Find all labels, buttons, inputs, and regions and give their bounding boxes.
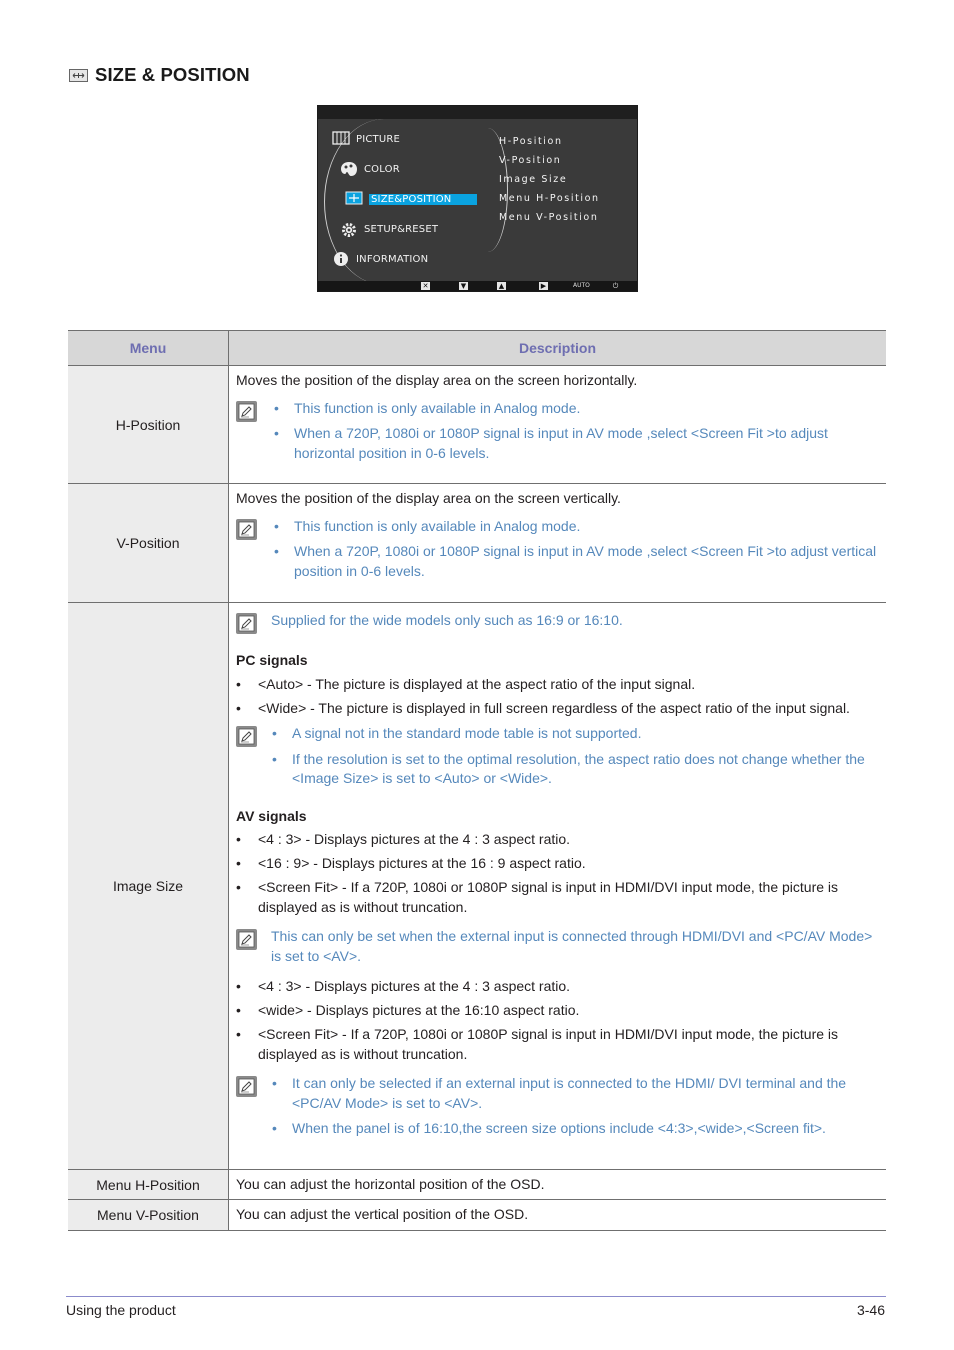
footer-section-name: Using the product [66, 1302, 176, 1318]
osd-up-arrow-icon: ▲ [498, 282, 505, 290]
table-header-row [68, 331, 886, 366]
list-item: • <16 : 9> - Displays pictures at the 16 : 9 aspect ratio. [236, 854, 878, 874]
note-block [236, 611, 878, 634]
table-row [68, 484, 886, 603]
description-cell [229, 1170, 887, 1200]
note-item: • This function is only available in Analog mode. [271, 517, 878, 537]
list-item: • <Screen Fit> - If a 720P, 1080i or 1080P signal is input in HDMI/DVI input mode, the picture is displayed as is without truncation. [236, 1025, 878, 1064]
menu-cell: V-Position [68, 484, 229, 603]
table-header-menu: Menu [68, 331, 229, 366]
note-item: • This function is only available in Analog mode. [271, 399, 878, 419]
menu-cell: Image Size [68, 603, 229, 1170]
list-item: • <Screen Fit> - If a 720P, 1080i or 1080P signal is input in HDMI/DVI input mode, the picture is displayed as is without truncation. [236, 878, 878, 917]
note-text: This can only be set when the external input is connected through HDMI/DVI and <PC/AV Mode> is set to <AV>. [271, 928, 873, 964]
note-text: Supplied for the wide models only such as 16:9 or 16:10. [271, 612, 623, 628]
table-header-description: Description [229, 331, 887, 366]
osd-menu-item-color: COLOR [340, 161, 400, 177]
size-position-icon [345, 191, 363, 207]
osd-menu-item-information: INFORMATION [332, 251, 428, 267]
osd-power-icon: ⏻ [612, 282, 619, 290]
osd-enter-arrow-icon: ▶ [540, 282, 547, 290]
list-item: • <Auto> - The picture is displayed at the aspect ratio of the input signal. [236, 675, 878, 695]
info-icon [332, 251, 350, 267]
size-position-table [68, 330, 886, 1231]
av-signals-heading: AV signals [236, 807, 307, 824]
description-text: You can adjust the horizontal position of the OSD. [236, 1175, 545, 1192]
pc-signals-heading: PC signals [236, 652, 308, 668]
osd-submenu-item: V-Position [499, 155, 562, 166]
osd-top-bar [318, 106, 637, 119]
note-block [236, 517, 878, 588]
menu-cell: Menu V-Position [68, 1200, 229, 1231]
note-pencil-icon [236, 726, 257, 747]
gear-icon [340, 221, 358, 237]
page-title: SIZE & POSITION [95, 64, 250, 85]
footer-divider [66, 1296, 886, 1297]
note-item: • It can only be selected if an external input is connected to the HDMI/ DVI terminal and the <PC/AV Mode> is set to <AV>. [269, 1074, 878, 1113]
description-cell [229, 603, 887, 1170]
description-cell [229, 1200, 887, 1231]
osd-submenu-item: H-Position [499, 136, 563, 147]
osd-menu-item-size-position: SIZE&POSITION [345, 191, 477, 207]
note-pencil-icon [236, 929, 257, 950]
osd-menu-screenshot [317, 105, 638, 292]
note-block [236, 399, 878, 470]
description-text: Moves the position of the display area on the screen horizontally. [236, 372, 638, 388]
osd-menu-item-setup-reset: SETUP&RESET [340, 221, 438, 237]
note-pencil-icon [236, 519, 257, 540]
color-palette-icon [340, 161, 358, 177]
note-item: • A signal not in the standard mode table is not supported. [269, 724, 878, 744]
description-cell [229, 366, 887, 484]
menu-cell: Menu H-Position [68, 1170, 229, 1200]
note-pencil-icon [236, 401, 257, 422]
table-row [68, 1170, 886, 1200]
page-number: 3-46 [856, 1302, 885, 1318]
osd-auto-label: AUTO [573, 282, 590, 289]
table-row [68, 1200, 886, 1231]
list-item: • <4 : 3> - Displays pictures at the 4 : 3 aspect ratio. [236, 977, 878, 997]
osd-menu-item-picture: PICTURE [332, 131, 400, 147]
osd-close-icon: ✕ [422, 282, 429, 290]
description-cell [229, 484, 887, 603]
section-title [69, 63, 250, 87]
menu-cell: H-Position [68, 366, 229, 484]
description-text: Moves the position of the display area on the screen vertically. [236, 490, 621, 506]
note-block [236, 1074, 878, 1145]
osd-down-arrow-icon: ▼ [460, 282, 467, 290]
table-row [68, 366, 886, 484]
note-item: • If the resolution is set to the optimal resolution, the aspect ratio does not change whether the <Image Size> is set to <Auto> or <Wide>. [269, 750, 878, 789]
list-item: • <Wide> - The picture is displayed in full screen regardless of the aspect ratio of the input signal. [236, 699, 878, 719]
note-item: • When the panel is of 16:10,the screen size options include <4:3>,<wide>,<Screen fit>. [269, 1119, 878, 1139]
list-item: • <4 : 3> - Displays pictures at the 4 : 3 aspect ratio. [236, 830, 878, 850]
osd-submenu-item: Menu H-Position [499, 193, 600, 204]
note-item: • When a 720P, 1080i or 1080P signal is input in AV mode ,select <Screen Fit >to adjust horizontal position in 0-6 levels. [271, 424, 878, 463]
table-row [68, 603, 886, 1170]
note-pencil-icon [236, 1076, 257, 1097]
osd-submenu-item: Image Size [499, 174, 568, 185]
description-text: You can adjust the vertical position of the OSD. [236, 1206, 529, 1223]
osd-submenu-item: Menu V-Position [499, 212, 599, 223]
note-block [236, 724, 878, 795]
picture-icon [332, 131, 350, 147]
note-pencil-icon [236, 613, 257, 634]
note-block [236, 927, 878, 966]
size-position-icon [69, 69, 88, 82]
note-item: • When a 720P, 1080i or 1080P signal is input in AV mode ,select <Screen Fit >to adjust vertical position in 0-6 levels. [271, 542, 878, 581]
list-item: • <wide> - Displays pictures at the 16:10 aspect ratio. [236, 1001, 878, 1021]
